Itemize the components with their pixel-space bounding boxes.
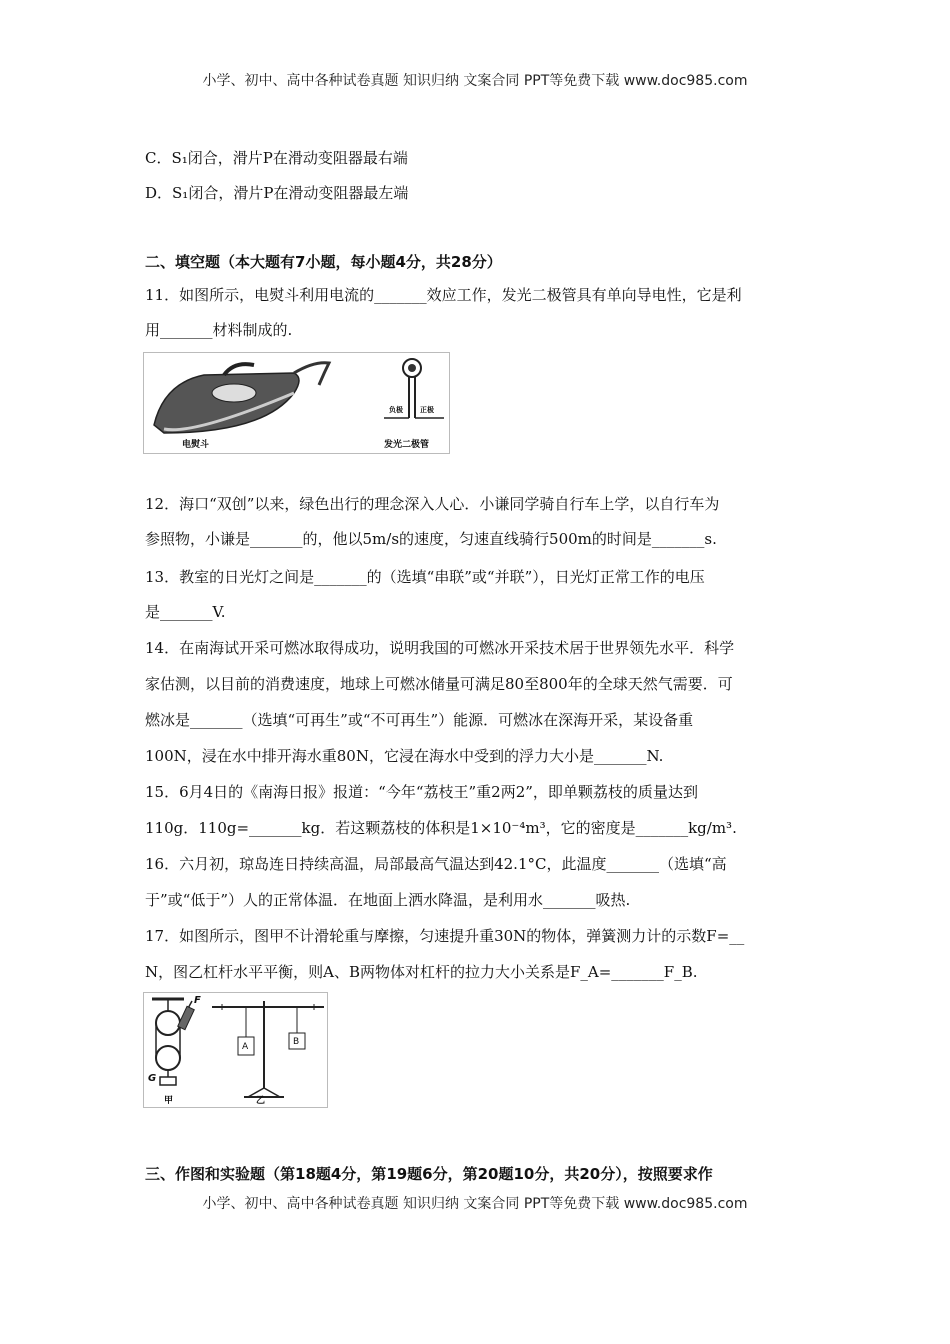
q13-line2: 是_______V. xyxy=(145,603,226,621)
led-negative-label: 负极 xyxy=(389,406,403,414)
q11-line1: 11．如图所示，电熨斗利用电流的_______效应工作，发光二极管具有单向导电性，它是利 xyxy=(145,286,742,304)
block-a-label: A xyxy=(242,1042,249,1052)
q12-line1: 12．海口“双创”以来，绿色出行的理念深入人心．小谦同学骑自行车上学，以自行车为 xyxy=(145,495,720,513)
section3-title: 三、作图和实验题（第18题4分，第19题6分，第20题10分，共20分），按照要求作 xyxy=(145,1165,713,1183)
q14-line3: 燃冰是_______（选填“可再生”或“不可再生”）能源．可燃冰在深海开采，某设备重 xyxy=(145,711,694,729)
option-c: C．S₁闭合，滑片P在滑动变阻器最右端 xyxy=(145,149,408,167)
page-footer: 小学、初中、高中各种试卷真题 知识归纳 文案合同 PPT等免费下载 www.doc985.com xyxy=(202,1196,748,1212)
lever-system xyxy=(212,1001,324,1097)
figure-q17 xyxy=(143,992,328,1108)
q15-line2: 110g．110g=_______kg．若这颗荔枝的体积是1×10⁻⁴m³，它的密度是_______kg/m³. xyxy=(145,819,737,837)
pulley-system xyxy=(152,999,194,1085)
led-caption: 发光二极管 xyxy=(384,440,430,450)
iron-drawing xyxy=(154,363,329,433)
page-header: 小学、初中、高中各种试卷真题 知识归纳 文案合同 PPT等免费下载 www.doc985.com xyxy=(202,73,748,89)
pulley-and-lever-illustration xyxy=(144,993,327,1107)
q14-line1: 14．在南海试开采可燃冰取得成功，说明我国的可燃冰开采技术居于世界领先水平．科学 xyxy=(145,639,735,657)
iron-caption: 电熨斗 xyxy=(182,440,210,450)
figure-yi-label: 乙 xyxy=(256,1096,266,1106)
q11-line2: 用_______材料制成的. xyxy=(145,321,293,339)
gravity-label: G xyxy=(148,1073,157,1084)
q17-line1: 17．如图所示，图甲不计滑轮重与摩擦，匀速提升重30N的物体，弹簧测力计的示数F=__ xyxy=(145,927,745,945)
q15-line1: 15．6月4日的《南海日报》报道：“今年“荔枝王”重2两2”，即单颗荔枝的质量达到 xyxy=(145,783,698,801)
section2-title: 二、填空题（本大题有7小题，每小题4分，共28分） xyxy=(145,253,502,271)
block-b-label: B xyxy=(293,1037,300,1047)
q16-line1: 16．六月初，琼岛连日持续高温，局部最高气温达到42.1°C，此温度_______（选填“高 xyxy=(145,855,727,873)
q12-line2: 参照物，小谦是_______的，他以5m/s的速度，匀速直线骑行500m的时间是_______s. xyxy=(145,530,717,548)
option-d: D．S₁闭合，滑片P在滑动变阻器最左端 xyxy=(145,184,409,202)
q14-line2: 家估测，以目前的消费速度，地球上可燃冰储量可满足80至800年的全球天然气需要．可 xyxy=(145,675,733,693)
figure-jia-label: 甲 xyxy=(164,1096,174,1106)
q16-line2: 于”或“低于”）人的正常体温．在地面上洒水降温，是利用水_______吸热. xyxy=(145,891,631,909)
q17-line2: N，图乙杠杆水平平衡，则A、B两物体对杠杆的拉力大小关系是F_A=_______F_B. xyxy=(145,963,698,981)
figure-q11 xyxy=(143,352,450,454)
led-positive-label: 正极 xyxy=(420,406,434,414)
q14-line4: 100N，浸在水中排开海水重80N，它浸在海水中受到的浮力大小是_______N. xyxy=(145,747,664,765)
force-label: F xyxy=(194,995,201,1006)
q13-line1: 13．教室的日光灯之间是_______的（选填“串联”或“并联”），日光灯正常工作的电压 xyxy=(145,568,705,586)
